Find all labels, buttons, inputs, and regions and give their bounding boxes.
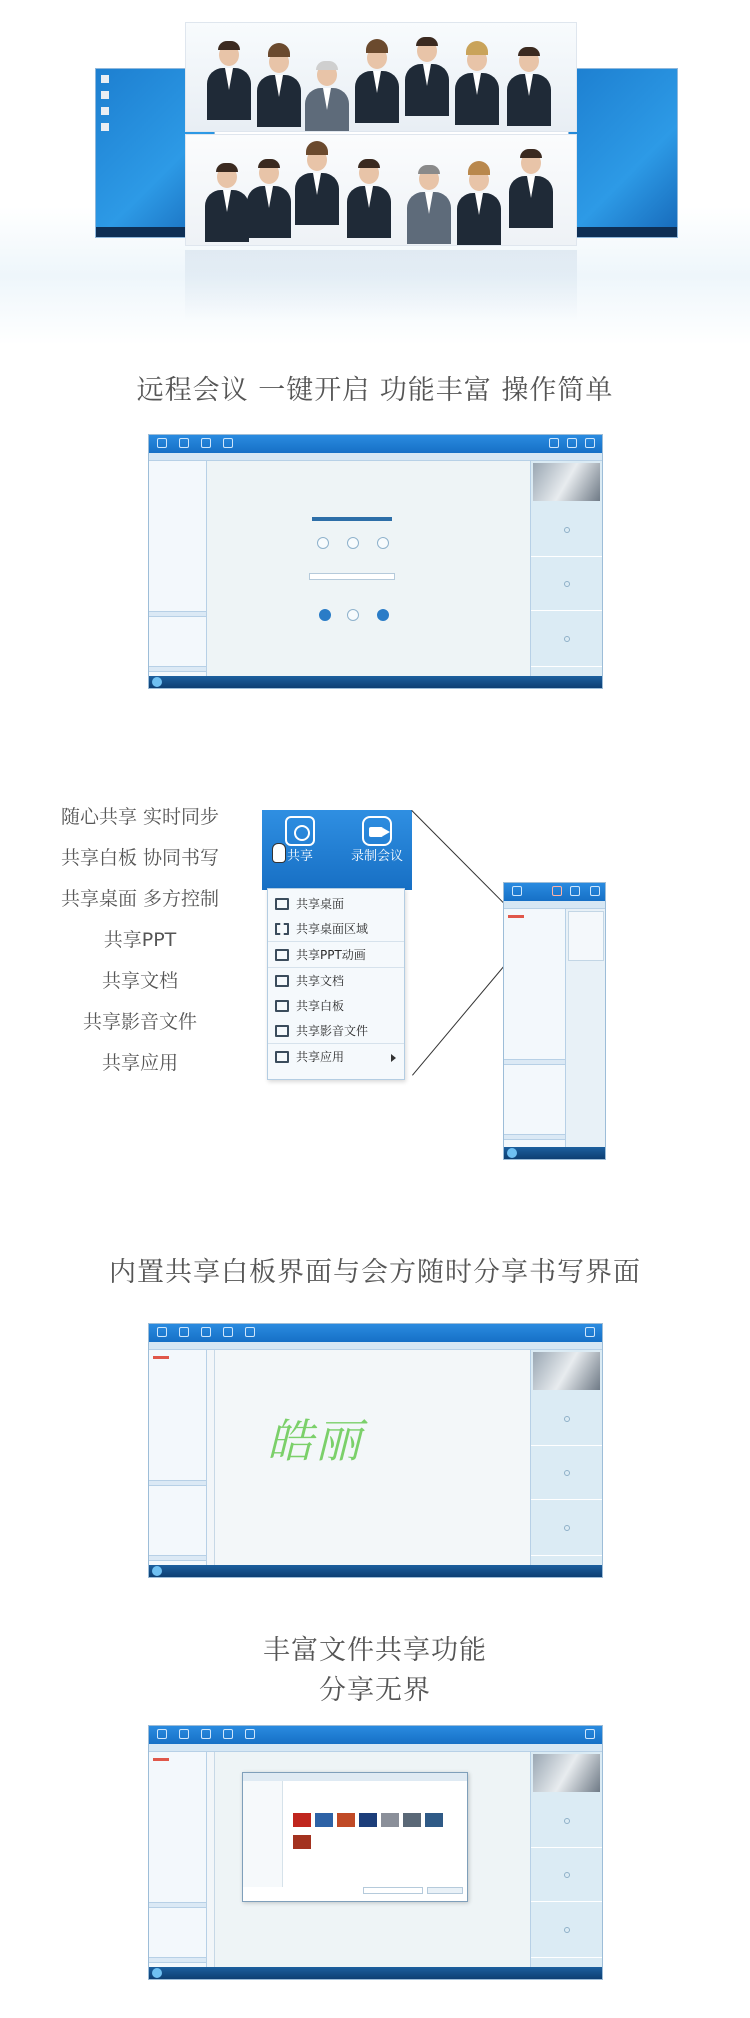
video-panel <box>530 1350 602 1565</box>
contacts-icon <box>179 1729 189 1739</box>
app-toolbar <box>149 1726 602 1744</box>
chat-input-bar <box>149 1957 206 1963</box>
file-thumbnail[interactable] <box>425 1813 443 1827</box>
whiteboard-icon <box>275 1000 289 1012</box>
record-meeting-button[interactable] <box>344 816 410 864</box>
document-icon <box>275 975 289 987</box>
windows-taskbar <box>504 1147 605 1159</box>
settings-icon <box>567 438 577 448</box>
chat-input-bar <box>504 1134 565 1140</box>
video-feed <box>533 1352 600 1390</box>
share-label: 共享 <box>286 849 313 864</box>
whiteboard-canvas[interactable] <box>207 1350 530 1565</box>
hand-cursor-icon <box>272 843 286 863</box>
file-thumbnail[interactable] <box>293 1813 311 1827</box>
participant-sidebar <box>149 1752 207 1967</box>
whiteboard-toolbar[interactable] <box>207 1350 215 1565</box>
host-indicator <box>508 915 524 918</box>
share-icon <box>201 1327 211 1337</box>
join-meeting-button[interactable] <box>319 609 331 621</box>
menu-item-share-app[interactable]: 共享应用 <box>268 1045 404 1070</box>
meeting-status-icon[interactable] <box>377 537 389 549</box>
share-icon <box>201 438 211 448</box>
file-open-dialog[interactable] <box>242 1772 468 1902</box>
desktop-icon <box>101 91 109 99</box>
host-indicator <box>153 1758 169 1761</box>
start-meeting-button[interactable] <box>347 609 359 621</box>
app-tabbar <box>149 1342 602 1350</box>
feature-item: 共享桌面 多方控制 <box>60 888 220 910</box>
file-thumbnail[interactable] <box>381 1813 399 1827</box>
app-tabbar <box>504 901 605 909</box>
record-icon <box>223 1729 233 1739</box>
menu-item-share-document[interactable]: 共享文档 <box>268 969 404 994</box>
chat-header <box>504 1059 565 1065</box>
video-feed <box>533 463 600 501</box>
hero-banner <box>0 0 750 345</box>
participant-sidebar <box>149 461 207 676</box>
video-panel <box>530 1752 602 1967</box>
layout-icon <box>549 438 559 448</box>
team-photo-bottom <box>185 134 577 246</box>
desktop-icon <box>101 123 109 131</box>
video-camera-icon <box>362 816 392 846</box>
feature-item: 共享文档 <box>101 970 178 992</box>
windows-taskbar <box>149 1967 602 1979</box>
invite-button[interactable] <box>377 609 389 621</box>
chat-header <box>149 1480 206 1486</box>
meeting-info-icon[interactable] <box>317 537 329 549</box>
menu-item-share-media[interactable]: 共享影音文件 <box>268 1019 404 1044</box>
video-feed <box>533 1754 600 1792</box>
meeting-link-input[interactable] <box>309 573 395 580</box>
feature-item: 共享应用 <box>101 1052 178 1074</box>
help-icon <box>585 438 595 448</box>
contacts-icon <box>179 438 189 448</box>
menu-icon <box>512 886 522 896</box>
heading-file-share-sub: 分享无界 <box>319 1675 431 1706</box>
record-label: 录制会议 <box>350 849 403 864</box>
start-icon <box>152 677 162 687</box>
app-screenshot-file-share <box>148 1725 603 1980</box>
chat-input-bar <box>149 1555 206 1561</box>
mini-share-menu <box>568 911 604 961</box>
feature-item: 共享白板 协同书写 <box>60 847 220 869</box>
media-icon <box>275 1025 289 1037</box>
heading-remote-meeting: 远程会议 一键开启 功能丰富 操作简单 <box>136 375 614 406</box>
region-icon <box>275 923 289 935</box>
ppt-icon <box>275 949 289 961</box>
meeting-home-panel <box>207 461 530 676</box>
menu-icon <box>157 438 167 448</box>
desktop-screen-right <box>568 68 678 238</box>
record-icon <box>570 886 580 896</box>
start-icon <box>152 1566 162 1576</box>
video-panel <box>530 461 602 676</box>
host-indicator <box>153 1356 169 1359</box>
feature-item: 随心共享 实时同步 <box>60 806 220 828</box>
app-screenshot-whiteboard <box>148 1323 603 1578</box>
help-icon <box>585 1729 595 1739</box>
menu-icon <box>157 1327 167 1337</box>
app-screenshot-meeting-home <box>148 434 603 689</box>
photo-reflection <box>185 250 577 320</box>
zoom-line <box>411 810 504 904</box>
menu-icon <box>157 1729 167 1739</box>
app-toolbar <box>149 1324 602 1342</box>
share-icon <box>201 1729 211 1739</box>
submenu-arrow-icon <box>391 1054 396 1062</box>
app-toolbar <box>504 883 605 901</box>
windows-taskbar <box>149 676 602 688</box>
share-dropdown <box>267 888 405 1080</box>
menu-item-share-ppt[interactable]: 共享PPT动画 <box>268 943 404 968</box>
file-name-input[interactable] <box>363 1887 423 1894</box>
help-icon <box>585 1327 595 1337</box>
settings-icon <box>590 886 600 896</box>
participant-sidebar <box>149 1350 207 1565</box>
open-button[interactable] <box>427 1887 463 1894</box>
file-share-panel <box>207 1752 530 1967</box>
monitor-icon <box>275 898 289 910</box>
file-thumbnail[interactable] <box>403 1813 421 1827</box>
menu-item-share-whiteboard[interactable]: 共享白板 <box>268 994 404 1019</box>
start-icon <box>152 1968 162 1978</box>
file-thumbnail[interactable] <box>315 1813 333 1827</box>
desktop-icon <box>101 107 109 115</box>
file-thumbnail[interactable] <box>337 1813 355 1827</box>
app-screenshot-sidebar <box>503 882 606 1160</box>
team-photo-top <box>185 22 577 132</box>
share-icon <box>552 886 562 896</box>
heading-whiteboard: 内置共享白板界面与会方随时分享书写界面 <box>109 1257 641 1288</box>
windows-taskbar <box>149 1565 602 1577</box>
chat-header <box>149 1902 206 1908</box>
meeting-members-icon[interactable] <box>347 537 359 549</box>
participant-sidebar <box>504 909 566 1147</box>
dialog-folder-tree[interactable] <box>243 1781 283 1887</box>
whiteboard-handwriting: 皓丽 <box>267 1414 363 1468</box>
heading-file-share: 丰富文件共享功能 <box>263 1635 487 1666</box>
share-icon <box>285 816 315 846</box>
app-tabbar <box>149 453 602 461</box>
chat-input-bar <box>149 666 206 672</box>
start-icon <box>507 1148 517 1158</box>
record-icon <box>223 438 233 448</box>
folder-icon <box>245 1729 255 1739</box>
menu-item-share-region[interactable]: 共享桌面区域 <box>268 917 404 942</box>
desktop-taskbar <box>569 227 677 237</box>
file-thumbnail[interactable] <box>293 1835 311 1849</box>
whiteboard-toolbar[interactable] <box>207 1752 215 1967</box>
chat-header <box>149 611 206 617</box>
menu-item-share-desktop[interactable]: 共享桌面 <box>268 892 404 917</box>
whiteboard-icon <box>245 1327 255 1337</box>
feature-item: 共享PPT <box>103 929 177 951</box>
feature-item: 共享影音文件 <box>82 1011 197 1033</box>
app-tabbar <box>149 1744 602 1752</box>
desktop-icon <box>101 75 109 83</box>
contacts-icon <box>179 1327 189 1337</box>
dialog-title-bar <box>243 1773 467 1781</box>
app-toolbar <box>149 435 602 453</box>
file-thumbnail[interactable] <box>359 1813 377 1827</box>
record-icon <box>223 1327 233 1337</box>
app-icon <box>275 1051 289 1063</box>
